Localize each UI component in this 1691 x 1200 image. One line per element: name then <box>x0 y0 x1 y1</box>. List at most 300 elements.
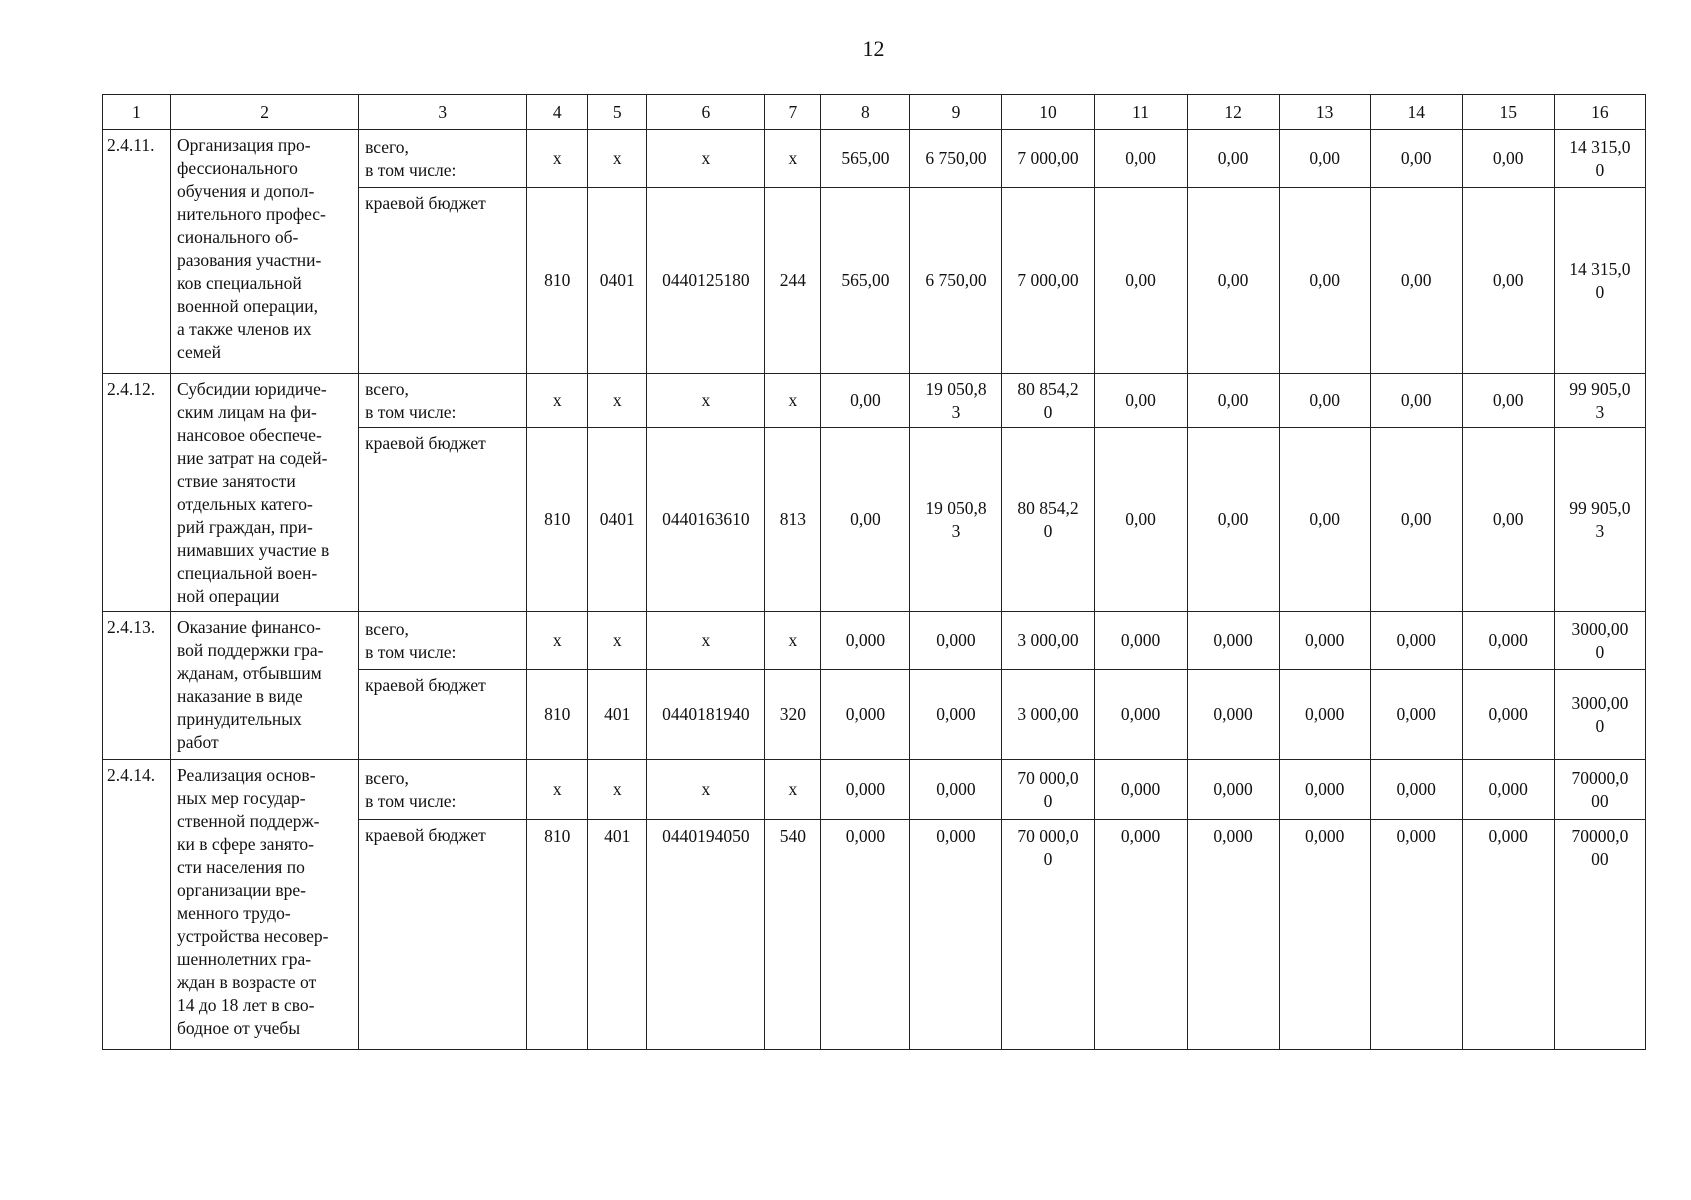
value-cell-text: 0,000 <box>1120 779 1161 799</box>
value-cell <box>1462 130 1554 188</box>
item-name-text: ки в сфере занято- <box>177 834 314 854</box>
value-cell-text: 0,00 <box>850 390 881 410</box>
item-name-text: ние затрат на содей- <box>177 448 328 468</box>
value-cell-text: x <box>612 630 622 650</box>
value-cell <box>527 820 588 1050</box>
value-cell-text: 810 <box>544 704 571 724</box>
item-number-text: 2.4.12. <box>107 379 156 399</box>
value-cell-text: x <box>701 148 711 168</box>
funding-source-text: всего, <box>365 136 409 157</box>
value-cell <box>1370 820 1462 1050</box>
item-name-text: устройства несовер- <box>177 926 329 946</box>
value-cell <box>1279 612 1370 670</box>
item-number-text: 2.4.11. <box>107 135 155 155</box>
value-cell-text: 0,000 <box>1396 630 1436 650</box>
item-number <box>103 130 171 374</box>
value-cell <box>588 670 647 760</box>
header-cell-9 <box>910 95 1002 130</box>
item-name <box>171 130 359 374</box>
value-cell-text: 70000,0 <box>1571 767 1629 788</box>
value-cell-text: 0,000 <box>936 704 976 724</box>
value-cell-text: 320 <box>779 704 806 724</box>
value-cell-text: 0440181940 <box>662 704 750 724</box>
value-cell-text: x <box>552 148 562 168</box>
budget-table <box>102 94 1646 1050</box>
value-cell <box>1462 374 1554 428</box>
item-number <box>103 760 171 1050</box>
value-cell-text: 0440125180 <box>662 270 750 290</box>
value-cell-text: 0,00 <box>1125 270 1156 290</box>
value-cell-text: 0,00 <box>1125 509 1156 529</box>
value-cell <box>1094 374 1187 428</box>
value-cell-text: 0,000 <box>845 779 886 799</box>
header-cell-10 <box>1002 95 1094 130</box>
item-name-text: ков специальной <box>177 273 302 293</box>
value-cell-text: 0440163610 <box>662 509 750 529</box>
value-cell <box>1094 428 1187 612</box>
value-cell-text: 0,00 <box>1309 148 1340 168</box>
item-name-text: принудительных <box>177 709 302 729</box>
value-cell <box>1002 130 1094 188</box>
value-cell <box>765 428 821 612</box>
value-cell-text: 70 000,0 <box>1017 767 1079 788</box>
value-cell-text: 0,000 <box>1304 826 1345 846</box>
header-cell-5-text: 5 <box>612 101 622 122</box>
value-cell <box>910 428 1002 612</box>
value-cell-text: 0,000 <box>1120 704 1161 724</box>
value-cell <box>821 428 910 612</box>
value-cell <box>527 612 588 670</box>
item-name-text: 14 до 18 лет в сво- <box>177 995 315 1015</box>
value-cell-text: 0,000 <box>1396 704 1436 724</box>
item-name-text: семей <box>177 342 221 362</box>
value-cell-text: 0,00 <box>1400 390 1432 410</box>
header-cell-6-text: 6 <box>701 101 711 122</box>
value-cell-text: 0,000 <box>1120 826 1161 846</box>
value-cell-text: x <box>612 390 622 410</box>
header-cell-2 <box>171 95 359 130</box>
item-name-text: нансовое обеспече- <box>177 425 322 445</box>
value-cell <box>1462 612 1554 670</box>
value-cell <box>1002 612 1094 670</box>
funding-source-text: краевой бюджет <box>365 193 486 213</box>
value-cell <box>910 670 1002 760</box>
value-cell <box>1554 188 1645 374</box>
funding-source-text: в том числе: <box>365 159 457 180</box>
value-cell <box>1462 760 1554 820</box>
value-cell-text: 99 905,0 <box>1569 497 1631 518</box>
value-cell <box>1187 130 1279 188</box>
value-cell-text: 0,00 <box>1217 148 1249 168</box>
header-cell-13-text: 13 <box>1315 101 1334 122</box>
header-cell-5 <box>588 95 647 130</box>
value-cell <box>765 374 821 428</box>
header-cell-15 <box>1462 95 1554 130</box>
value-cell <box>1554 820 1645 1050</box>
header-cell-1-text: 1 <box>132 101 141 122</box>
value-cell-text: 0,000 <box>1213 630 1253 650</box>
item-name-text: ной операции <box>177 586 280 606</box>
item-name-text: ствие занятости <box>177 471 296 491</box>
funding-source-text: всего, <box>365 767 409 788</box>
value-cell <box>1462 820 1554 1050</box>
value-cell <box>1279 428 1370 612</box>
funding-source <box>359 612 527 670</box>
value-cell <box>1187 374 1279 428</box>
value-cell <box>1002 760 1094 820</box>
value-cell-text: 70 000,0 <box>1017 826 1079 846</box>
value-cell <box>1370 670 1462 760</box>
value-cell <box>1002 428 1094 612</box>
item-name-text: ных мер государ- <box>177 788 306 808</box>
item-name-text: ждан в возрасте от <box>177 972 317 992</box>
item-name <box>171 612 359 760</box>
funding-source-text: краевой бюджет <box>365 433 486 453</box>
value-cell <box>1370 612 1462 670</box>
value-cell <box>1094 670 1187 760</box>
value-cell-text: 0 <box>1595 281 1605 302</box>
value-cell-text: 0,000 <box>1304 630 1345 650</box>
item-name-text: фессионального <box>177 158 298 178</box>
header-cell-9-text: 9 <box>951 101 961 122</box>
header-cell-8 <box>821 95 910 130</box>
header-cell-3-text: 3 <box>438 101 448 122</box>
value-cell <box>1094 188 1187 374</box>
item-name-text: военной операции, <box>177 296 318 316</box>
value-cell <box>1279 820 1370 1050</box>
item-number-text: 2.4.13. <box>107 617 156 637</box>
header-cell-6 <box>647 95 765 130</box>
value-cell-text: 0 <box>1595 715 1605 736</box>
value-cell-text: 0,00 <box>1217 270 1249 290</box>
value-cell <box>1094 612 1187 670</box>
header-cell-7 <box>765 95 821 130</box>
value-cell-text: 0,000 <box>1488 779 1528 799</box>
item-name-text: рий граждан, при- <box>177 517 313 537</box>
header-cell-14-text: 14 <box>1407 101 1425 122</box>
value-cell-text: 3000,00 <box>1571 618 1629 639</box>
header-cell-1 <box>103 95 171 130</box>
value-cell <box>647 428 765 612</box>
item-name-text: Субсидии юридиче- <box>177 379 327 399</box>
header-cell-12 <box>1187 95 1279 130</box>
value-cell-text: 0,00 <box>1309 390 1340 410</box>
value-cell-text: x <box>552 630 562 650</box>
value-cell <box>1370 188 1462 374</box>
value-cell <box>1187 760 1279 820</box>
value-cell <box>1002 188 1094 374</box>
value-cell <box>765 670 821 760</box>
value-cell-text: 0,000 <box>1213 826 1253 846</box>
header-cell-15-text: 15 <box>1499 101 1517 122</box>
value-cell-text: 0,000 <box>936 630 976 650</box>
item-name-text: шеннолетних гра- <box>177 949 312 969</box>
value-cell <box>1554 428 1645 612</box>
value-cell <box>910 820 1002 1050</box>
value-cell-text: 0,00 <box>1492 148 1524 168</box>
value-cell <box>910 130 1002 188</box>
value-cell <box>588 188 647 374</box>
value-cell-text: 401 <box>604 704 631 724</box>
value-cell <box>765 130 821 188</box>
header-cell-10-text: 10 <box>1039 101 1057 122</box>
header-cell-11 <box>1094 95 1187 130</box>
value-cell-text: 0,00 <box>850 509 881 529</box>
table-row <box>103 374 1646 428</box>
table-row <box>103 612 1646 670</box>
value-cell-text: 810 <box>544 270 571 290</box>
item-name-text: разования участни- <box>177 250 322 270</box>
value-cell-text: 565,00 <box>841 270 890 290</box>
value-cell <box>1094 130 1187 188</box>
value-cell <box>647 374 765 428</box>
header-cell-14 <box>1370 95 1462 130</box>
item-name-text: Организация про- <box>177 135 311 155</box>
item-name-text: обучения и допол- <box>177 181 315 201</box>
value-cell <box>1554 612 1645 670</box>
value-cell-text: 244 <box>779 270 806 290</box>
value-cell-text: 0401 <box>599 509 635 529</box>
value-cell <box>1279 130 1370 188</box>
value-cell-text: x <box>612 148 622 168</box>
value-cell <box>1002 374 1094 428</box>
value-cell <box>765 188 821 374</box>
value-cell-text: 0,00 <box>1400 509 1432 529</box>
value-cell-text: x <box>552 390 562 410</box>
value-cell-text: 0,00 <box>1309 270 1340 290</box>
value-cell <box>910 760 1002 820</box>
value-cell-text: 0,000 <box>936 779 976 799</box>
item-name <box>171 760 359 1050</box>
value-cell <box>1094 820 1187 1050</box>
value-cell-text: 565,00 <box>841 148 890 168</box>
value-cell-text: 3 <box>1595 520 1605 541</box>
item-number-text: 2.4.14. <box>107 765 156 785</box>
item-name-text: организации вре- <box>177 880 306 900</box>
value-cell-text: 0,000 <box>1120 630 1161 650</box>
value-cell <box>1279 374 1370 428</box>
value-cell-text: 0401 <box>599 270 635 290</box>
value-cell <box>821 188 910 374</box>
value-cell-text: 0,00 <box>1125 390 1156 410</box>
value-cell-text: 0,000 <box>1488 826 1528 846</box>
value-cell <box>527 130 588 188</box>
item-name-text: сти населения по <box>177 857 305 877</box>
value-cell <box>821 612 910 670</box>
funding-source <box>359 820 527 1050</box>
value-cell <box>821 670 910 760</box>
funding-source-text: в том числе: <box>365 401 457 422</box>
value-cell-text: 0 <box>1043 790 1053 811</box>
value-cell-text: 0,000 <box>1213 779 1253 799</box>
funding-source <box>359 130 527 188</box>
value-cell-text: 0,000 <box>1304 704 1345 724</box>
funding-source-text: всего, <box>365 378 409 399</box>
header-cell-11-text: 11 <box>1132 101 1149 122</box>
value-cell-text: 19 050,8 <box>925 497 987 518</box>
item-name-text: менного трудо- <box>177 903 291 923</box>
value-cell-text: 80 854,2 <box>1017 378 1079 399</box>
item-name-text: отдельных катего- <box>177 494 313 514</box>
value-cell <box>588 760 647 820</box>
value-cell <box>910 374 1002 428</box>
item-name-text: наказание в виде <box>177 686 303 706</box>
value-cell <box>765 820 821 1050</box>
value-cell-text: 0,00 <box>1492 270 1524 290</box>
table-row <box>103 130 1646 188</box>
value-cell <box>821 374 910 428</box>
value-cell-text: 0 <box>1043 401 1053 422</box>
value-cell <box>1370 428 1462 612</box>
value-cell-text: 0 <box>1043 520 1053 541</box>
value-cell-text: 14 315,0 <box>1569 136 1631 157</box>
value-cell <box>1279 670 1370 760</box>
value-cell-text: x <box>788 390 798 410</box>
value-cell <box>1187 612 1279 670</box>
value-cell <box>821 820 910 1050</box>
value-cell-text: 3000,00 <box>1571 692 1629 713</box>
header-cell-3 <box>359 95 527 130</box>
value-cell-text: 0,000 <box>1396 779 1436 799</box>
header-cell-13 <box>1279 95 1370 130</box>
value-cell-text: x <box>552 779 562 799</box>
value-cell-text: 0,00 <box>1217 390 1249 410</box>
value-cell <box>1002 820 1094 1050</box>
item-name-text: а также членов их <box>177 319 312 339</box>
value-cell <box>527 670 588 760</box>
item-name-text: нимавших участие в <box>177 540 330 560</box>
funding-source <box>359 374 527 428</box>
item-name-text: вой поддержки гра- <box>177 640 324 660</box>
value-cell <box>1554 760 1645 820</box>
value-cell-text: x <box>788 630 798 650</box>
value-cell <box>765 612 821 670</box>
funding-source-text: в том числе: <box>365 641 457 662</box>
value-cell <box>647 820 765 1050</box>
value-cell-text: 3 <box>951 401 961 422</box>
value-cell-text: 0,00 <box>1125 148 1156 168</box>
value-cell-text: 00 <box>1591 849 1609 869</box>
value-cell-text: 0440194050 <box>662 826 750 846</box>
value-cell <box>821 130 910 188</box>
header-cell-8-text: 8 <box>861 101 870 122</box>
value-cell <box>588 820 647 1050</box>
value-cell <box>1462 670 1554 760</box>
funding-source <box>359 428 527 612</box>
value-cell <box>527 374 588 428</box>
value-cell <box>1370 130 1462 188</box>
value-cell-text: 3 000,00 <box>1017 630 1079 650</box>
value-cell-text: 810 <box>544 509 571 529</box>
value-cell-text: x <box>788 148 798 168</box>
value-cell <box>1187 820 1279 1050</box>
funding-source-text: краевой бюджет <box>365 825 486 845</box>
value-cell <box>1462 428 1554 612</box>
value-cell-text: 3 000,00 <box>1017 704 1079 724</box>
value-cell-text: 0,000 <box>845 704 886 724</box>
value-cell-text: 0,00 <box>1492 390 1524 410</box>
value-cell <box>527 188 588 374</box>
value-cell-text: 99 905,0 <box>1569 378 1631 399</box>
value-cell-text: 3 <box>951 520 961 541</box>
value-cell <box>1462 188 1554 374</box>
value-cell <box>821 760 910 820</box>
value-cell <box>1094 760 1187 820</box>
item-name-text: бодное от учебы <box>177 1018 301 1038</box>
funding-source <box>359 760 527 820</box>
item-name-text: Реализация основ- <box>177 765 316 785</box>
value-cell <box>765 760 821 820</box>
header-cell-16-text: 16 <box>1591 101 1609 122</box>
value-cell-text: 0 <box>1595 641 1605 662</box>
value-cell <box>1370 760 1462 820</box>
value-cell <box>1279 760 1370 820</box>
header-cell-16 <box>1554 95 1645 130</box>
value-cell <box>588 612 647 670</box>
value-cell-text: 0,000 <box>1488 704 1528 724</box>
value-cell <box>910 188 1002 374</box>
value-cell-text: 0,000 <box>1488 630 1528 650</box>
value-cell <box>1554 670 1645 760</box>
value-cell <box>647 130 765 188</box>
header-cell-12-text: 12 <box>1224 101 1242 122</box>
value-cell-text: 7 000,00 <box>1017 148 1079 168</box>
value-cell <box>647 188 765 374</box>
item-name-text: нительного профес- <box>177 204 326 224</box>
value-cell-text: x <box>701 779 711 799</box>
value-cell <box>1554 374 1645 428</box>
value-cell-text: 0,000 <box>1304 779 1345 799</box>
value-cell-text: x <box>612 779 622 799</box>
funding-source-text: краевой бюджет <box>365 675 486 695</box>
value-cell-text: 813 <box>779 509 806 529</box>
value-cell-text: x <box>701 390 711 410</box>
value-cell <box>910 612 1002 670</box>
value-cell-text: 0,000 <box>936 826 976 846</box>
value-cell-text: 0,000 <box>1213 704 1253 724</box>
header-cell-2-text: 2 <box>260 101 269 122</box>
value-cell-text: 6 750,00 <box>925 148 987 168</box>
value-cell-text: x <box>701 630 711 650</box>
header-row <box>103 95 1646 130</box>
item-name-text: сионального об- <box>177 227 299 247</box>
value-cell <box>588 130 647 188</box>
funding-source <box>359 670 527 760</box>
item-number <box>103 374 171 612</box>
value-cell-text: 0,000 <box>1396 826 1436 846</box>
value-cell-text: 0,000 <box>845 826 886 846</box>
value-cell-text: 0,00 <box>1400 270 1432 290</box>
value-cell <box>588 374 647 428</box>
value-cell-text: 70000,0 <box>1571 826 1629 846</box>
item-name-text: Оказание финансо- <box>177 617 321 637</box>
value-cell-text: 0,000 <box>845 630 886 650</box>
value-cell <box>647 670 765 760</box>
table-row <box>103 760 1646 820</box>
value-cell-text: 7 000,00 <box>1017 270 1079 290</box>
value-cell <box>588 428 647 612</box>
value-cell-text: 0 <box>1043 849 1053 869</box>
funding-source-text: в том числе: <box>365 790 457 811</box>
header-cell-4 <box>527 95 588 130</box>
value-cell-text: 14 315,0 <box>1569 258 1631 279</box>
funding-source-text: всего, <box>365 618 409 639</box>
page-number: 12 <box>862 36 885 61</box>
value-cell-text: 540 <box>779 826 806 846</box>
value-cell <box>1370 374 1462 428</box>
value-cell <box>527 760 588 820</box>
value-cell <box>1279 188 1370 374</box>
